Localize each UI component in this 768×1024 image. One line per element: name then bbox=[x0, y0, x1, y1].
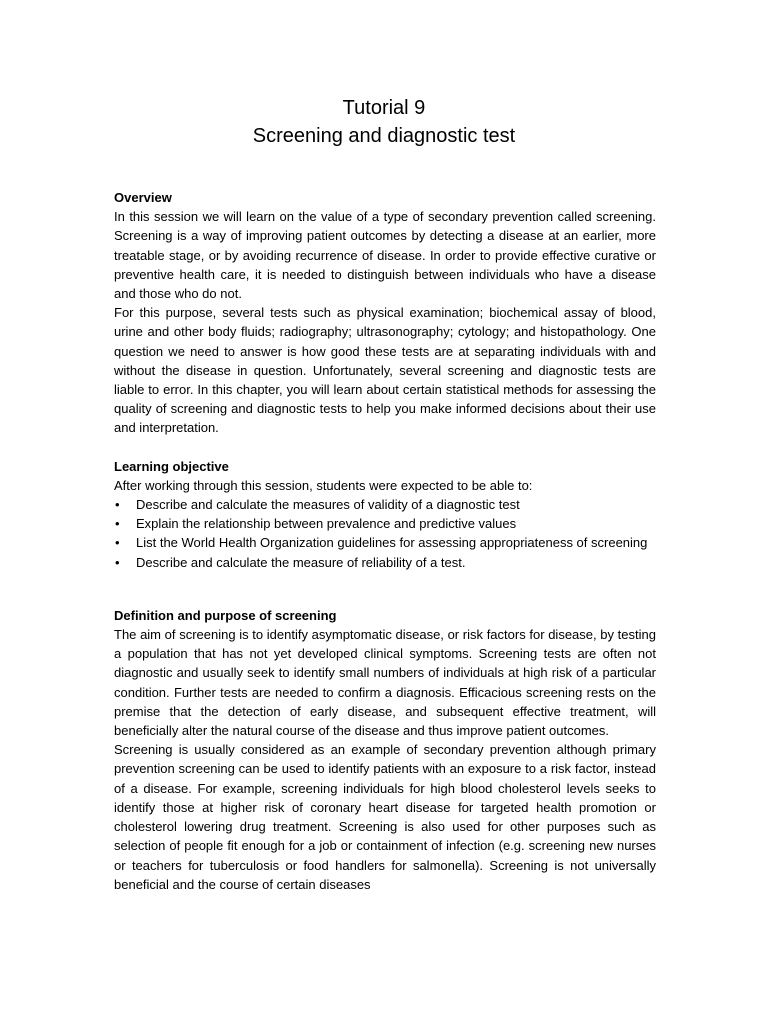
overview-paragraph-2: For this purpose, several tests such as physical examination; biochemical assay of blood, urine and other body fluids; radiography; ultrasonography; cytology; and histopathology. One question we need to answer is how good these tests are at separating individuals with and without the disease in question. Unfortunately, several screening and diagnostic tests are liable to error. In this chapter, you will learn about certain statistical methods for assessing the quality of screening and diagnostic tests to help you make informed decisions about their use and interpretation. bbox=[114, 305, 656, 436]
tutorial-topic-title: Screening and diagnostic test bbox=[252, 125, 516, 147]
objectives-list bbox=[114, 495, 656, 572]
bullet-icon: • bbox=[115, 497, 120, 513]
definition-paragraph-1: The aim of screening is to identify asymptomatic disease, or risk factors for disease, by testing a population that has not yet developed clinical symptoms. Screening tests are often not diagnostic and usually seek to identify small numbers of individuals at high risk of a particular condition. Further tests are needed to confirm a diagnosis. Efficacious screening rests on the premise that the detection of early disease, and subsequent effective treatment, will beneficially alter the natural course of the disease and thus improve patient outcomes. bbox=[114, 627, 656, 739]
objective-item bbox=[114, 514, 656, 533]
learning-objective-section bbox=[114, 457, 656, 572]
objective-text: Describe and calculate the measure of reliability of a test. bbox=[136, 554, 466, 570]
bullet-icon: • bbox=[115, 535, 120, 551]
tutorial-number-title: Tutorial 9 bbox=[342, 97, 426, 119]
objective-item bbox=[114, 533, 656, 552]
learning-objective-heading: Learning objective bbox=[114, 458, 229, 474]
bullet-icon: • bbox=[115, 516, 120, 532]
overview-paragraph-1: In this session we will learn on the value of a type of secondary prevention called screening. Screening is a way of improving patient outcomes by detecting a disease at an earlier, more treatable stage, or by avoiding recurrence of disease. In order to provide effective curative or preventive health care, it is needed to distinguish between individuals who have a disease and those who do not. bbox=[114, 209, 656, 302]
overview-heading: Overview bbox=[114, 190, 172, 205]
definition-heading: Definition and purpose of screening bbox=[114, 607, 337, 623]
bullet-icon: • bbox=[115, 554, 120, 570]
objective-text: Explain the relationship between prevalence and predictive values bbox=[136, 516, 517, 532]
document-body bbox=[114, 188, 656, 894]
overview-section bbox=[114, 188, 656, 438]
objective-text: List the World Health Organization guidelines for assessing appropriateness of screening bbox=[136, 535, 648, 551]
objective-text: Describe and calculate the measures of validity of a diagnostic test bbox=[136, 497, 520, 513]
objective-item bbox=[114, 495, 656, 514]
section-spacer bbox=[114, 438, 656, 457]
definition-paragraph-2: Screening is usually considered as an example of secondary prevention although primary prevention screening can be used to identify patients with an exposure to a risk factor, instead of a disease. For example, screening individuals for high blood cholesterol levels seeks to identify those at higher risk of coronary heart disease for targeted health promotion or cholesterol lowering drug treatment. Screening is also used for other purposes such as selection of people fit enough for a job or containment of infection (e.g. screening new nurses or teachers for tuberculosis or food handlers for salmonella). Screening is not universally beneficial and the course of certain diseases bbox=[114, 742, 656, 892]
title-block bbox=[0, 94, 768, 150]
section-spacer bbox=[114, 572, 656, 606]
objective-item bbox=[114, 553, 656, 572]
definition-section bbox=[114, 606, 656, 894]
learning-objective-intro: After working through this session, students were expected to be able to: bbox=[114, 477, 533, 493]
